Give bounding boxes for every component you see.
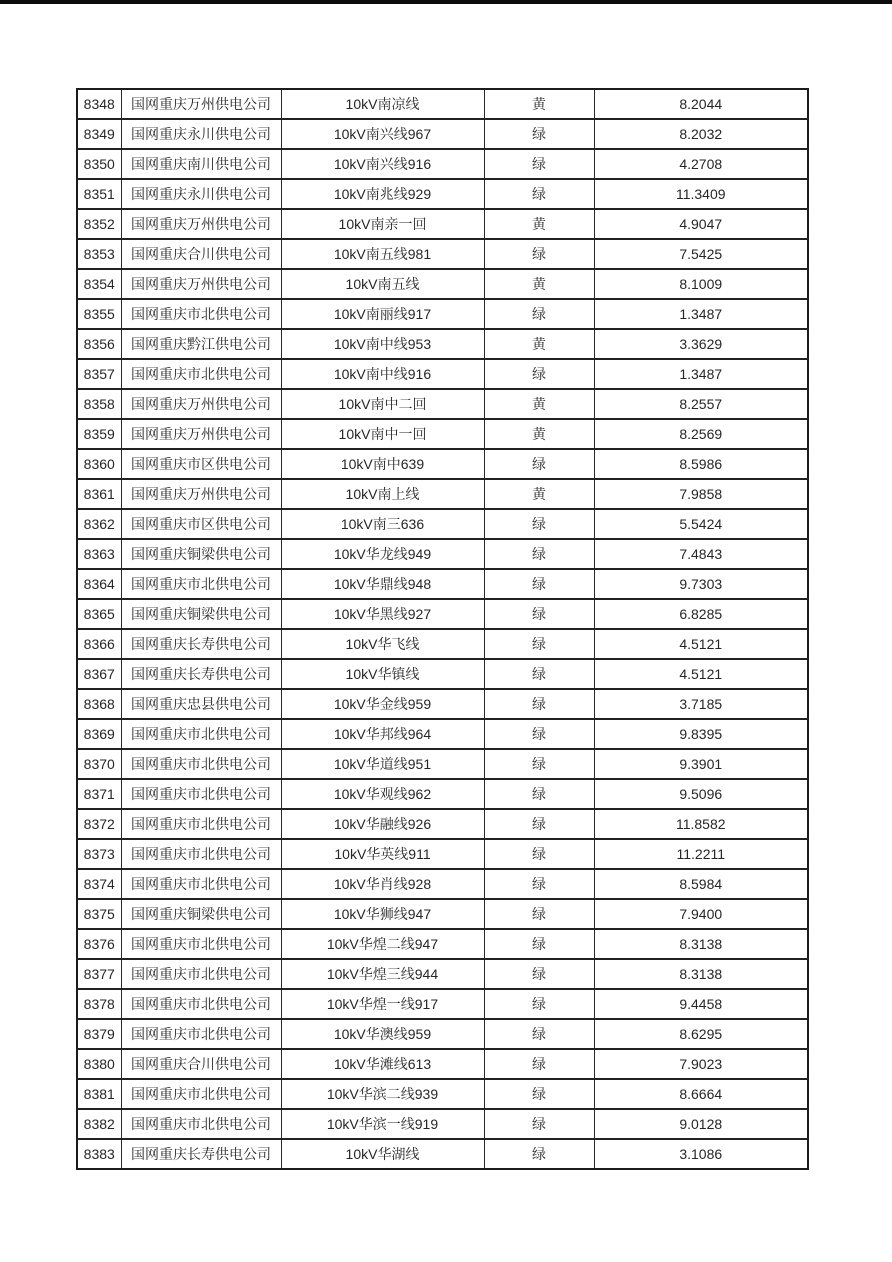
- serial-cell: 8361: [77, 479, 121, 509]
- line-cell: 10kV南兴线916: [281, 149, 484, 179]
- line-cell: 10kV南兆线929: [281, 179, 484, 209]
- line-cell: 10kV华融线926: [281, 809, 484, 839]
- table-row: [77, 569, 808, 599]
- company-cell: 国网重庆长寿供电公司: [121, 659, 281, 689]
- serial-cell: 8349: [77, 119, 121, 149]
- value-cell: 7.5425: [594, 239, 808, 269]
- serial-cell: 8373: [77, 839, 121, 869]
- status-cell: 绿: [484, 659, 594, 689]
- table-row: [77, 959, 808, 989]
- value-cell: 8.2557: [594, 389, 808, 419]
- serial-cell: 8351: [77, 179, 121, 209]
- serial-cell: 8348: [77, 89, 121, 119]
- status-cell: 绿: [484, 1109, 594, 1139]
- company-cell: 国网重庆铜梁供电公司: [121, 599, 281, 629]
- company-cell: 国网重庆合川供电公司: [121, 239, 281, 269]
- table-row: [77, 809, 808, 839]
- value-cell: 8.3138: [594, 959, 808, 989]
- line-cell: 10kV南中线953: [281, 329, 484, 359]
- status-cell: 绿: [484, 299, 594, 329]
- serial-cell: 8371: [77, 779, 121, 809]
- value-cell: 11.3409: [594, 179, 808, 209]
- table-row: [77, 449, 808, 479]
- status-cell: 绿: [484, 1049, 594, 1079]
- value-cell: 3.1086: [594, 1139, 808, 1169]
- line-cell: 10kV华龙线949: [281, 539, 484, 569]
- line-cell: 10kV南凉线: [281, 89, 484, 119]
- line-cell: 10kV华狮线947: [281, 899, 484, 929]
- status-cell: 绿: [484, 779, 594, 809]
- value-cell: 8.1009: [594, 269, 808, 299]
- company-cell: 国网重庆市北供电公司: [121, 809, 281, 839]
- value-cell: 8.5986: [594, 449, 808, 479]
- company-cell: 国网重庆市北供电公司: [121, 839, 281, 869]
- company-cell: 国网重庆铜梁供电公司: [121, 539, 281, 569]
- status-cell: 黄: [484, 419, 594, 449]
- table-row: [77, 599, 808, 629]
- status-cell: 绿: [484, 989, 594, 1019]
- status-cell: 绿: [484, 899, 594, 929]
- value-cell: 3.7185: [594, 689, 808, 719]
- table-row: [77, 869, 808, 899]
- status-cell: 绿: [484, 359, 594, 389]
- line-cell: 10kV南五线981: [281, 239, 484, 269]
- company-cell: 国网重庆万州供电公司: [121, 89, 281, 119]
- serial-cell: 8377: [77, 959, 121, 989]
- table-row: [77, 749, 808, 779]
- value-cell: 7.9023: [594, 1049, 808, 1079]
- company-cell: 国网重庆市区供电公司: [121, 449, 281, 479]
- table-row: [77, 899, 808, 929]
- table-row: [77, 839, 808, 869]
- status-cell: 绿: [484, 179, 594, 209]
- table-row: [77, 719, 808, 749]
- company-cell: 国网重庆永川供电公司: [121, 119, 281, 149]
- serial-cell: 8380: [77, 1049, 121, 1079]
- table-row: [77, 359, 808, 389]
- status-cell: 绿: [484, 119, 594, 149]
- status-cell: 绿: [484, 539, 594, 569]
- line-cell: 10kV南兴线967: [281, 119, 484, 149]
- serial-cell: 8364: [77, 569, 121, 599]
- value-cell: 7.9400: [594, 899, 808, 929]
- serial-cell: 8358: [77, 389, 121, 419]
- status-cell: 绿: [484, 749, 594, 779]
- value-cell: 8.2044: [594, 89, 808, 119]
- table-row: [77, 689, 808, 719]
- line-cell: 10kV南三636: [281, 509, 484, 539]
- table-row: [77, 1079, 808, 1109]
- value-cell: 8.6664: [594, 1079, 808, 1109]
- company-cell: 国网重庆永川供电公司: [121, 179, 281, 209]
- line-cell: 10kV南中线916: [281, 359, 484, 389]
- line-cell: 10kV华黑线927: [281, 599, 484, 629]
- line-cell: 10kV华道线951: [281, 749, 484, 779]
- company-cell: 国网重庆市北供电公司: [121, 749, 281, 779]
- line-cell: 10kV华滨一线919: [281, 1109, 484, 1139]
- top-border-bar: [0, 0, 892, 4]
- serial-cell: 8367: [77, 659, 121, 689]
- table-row: [77, 989, 808, 1019]
- line-cell: 10kV华滨二线939: [281, 1079, 484, 1109]
- status-cell: 绿: [484, 509, 594, 539]
- value-cell: 1.3487: [594, 299, 808, 329]
- serial-cell: 8359: [77, 419, 121, 449]
- table-container: [76, 88, 809, 1170]
- serial-cell: 8372: [77, 809, 121, 839]
- status-cell: 绿: [484, 449, 594, 479]
- serial-cell: 8370: [77, 749, 121, 779]
- value-cell: 11.8582: [594, 809, 808, 839]
- serial-cell: 8355: [77, 299, 121, 329]
- status-cell: 黄: [484, 269, 594, 299]
- company-cell: 国网重庆市北供电公司: [121, 869, 281, 899]
- company-cell: 国网重庆万州供电公司: [121, 269, 281, 299]
- status-cell: 黄: [484, 479, 594, 509]
- table-row: [77, 419, 808, 449]
- status-cell: 黄: [484, 209, 594, 239]
- company-cell: 国网重庆忠县供电公司: [121, 689, 281, 719]
- table-row: [77, 209, 808, 239]
- table-row: [77, 329, 808, 359]
- serial-cell: 8365: [77, 599, 121, 629]
- serial-cell: 8383: [77, 1139, 121, 1169]
- company-cell: 国网重庆市北供电公司: [121, 719, 281, 749]
- status-cell: 绿: [484, 149, 594, 179]
- serial-cell: 8382: [77, 1109, 121, 1139]
- line-cell: 10kV华观线962: [281, 779, 484, 809]
- table-body: [77, 89, 808, 1169]
- serial-cell: 8363: [77, 539, 121, 569]
- table-row: [77, 89, 808, 119]
- table-row: [77, 239, 808, 269]
- table-row: [77, 1109, 808, 1139]
- table-row: [77, 269, 808, 299]
- value-cell: 9.0128: [594, 1109, 808, 1139]
- line-cell: 10kV华煌三线944: [281, 959, 484, 989]
- value-cell: 4.9047: [594, 209, 808, 239]
- company-cell: 国网重庆长寿供电公司: [121, 629, 281, 659]
- company-cell: 国网重庆铜梁供电公司: [121, 899, 281, 929]
- line-cell: 10kV华煌一线917: [281, 989, 484, 1019]
- serial-cell: 8368: [77, 689, 121, 719]
- status-cell: 绿: [484, 1139, 594, 1169]
- company-cell: 国网重庆市北供电公司: [121, 569, 281, 599]
- company-cell: 国网重庆市北供电公司: [121, 929, 281, 959]
- company-cell: 国网重庆万州供电公司: [121, 389, 281, 419]
- status-cell: 绿: [484, 929, 594, 959]
- serial-cell: 8362: [77, 509, 121, 539]
- line-cell: 10kV华飞线: [281, 629, 484, 659]
- status-cell: 绿: [484, 1079, 594, 1109]
- serial-cell: 8374: [77, 869, 121, 899]
- status-cell: 绿: [484, 569, 594, 599]
- table-row: [77, 629, 808, 659]
- line-cell: 10kV华英线911: [281, 839, 484, 869]
- company-cell: 国网重庆万州供电公司: [121, 419, 281, 449]
- company-cell: 国网重庆市北供电公司: [121, 779, 281, 809]
- table-row: [77, 299, 808, 329]
- value-cell: 5.5424: [594, 509, 808, 539]
- status-cell: 黄: [484, 329, 594, 359]
- value-cell: 9.7303: [594, 569, 808, 599]
- serial-cell: 8375: [77, 899, 121, 929]
- line-cell: 10kV华金线959: [281, 689, 484, 719]
- serial-cell: 8352: [77, 209, 121, 239]
- table-row: [77, 149, 808, 179]
- serial-cell: 8366: [77, 629, 121, 659]
- value-cell: 8.2032: [594, 119, 808, 149]
- value-cell: 8.3138: [594, 929, 808, 959]
- status-cell: 绿: [484, 869, 594, 899]
- value-cell: 7.4843: [594, 539, 808, 569]
- status-cell: 绿: [484, 239, 594, 269]
- company-cell: 国网重庆市北供电公司: [121, 299, 281, 329]
- value-cell: 4.5121: [594, 659, 808, 689]
- company-cell: 国网重庆市北供电公司: [121, 359, 281, 389]
- table-row: [77, 1139, 808, 1169]
- status-cell: 绿: [484, 719, 594, 749]
- value-cell: 8.6295: [594, 1019, 808, 1049]
- serial-cell: 8350: [77, 149, 121, 179]
- value-cell: 3.3629: [594, 329, 808, 359]
- value-cell: 6.8285: [594, 599, 808, 629]
- serial-cell: 8381: [77, 1079, 121, 1109]
- status-cell: 绿: [484, 959, 594, 989]
- status-cell: 绿: [484, 629, 594, 659]
- line-cell: 10kV华肖线928: [281, 869, 484, 899]
- value-cell: 9.4458: [594, 989, 808, 1019]
- line-cell: 10kV华澳线959: [281, 1019, 484, 1049]
- table-row: [77, 779, 808, 809]
- serial-cell: 8378: [77, 989, 121, 1019]
- table-row: [77, 1049, 808, 1079]
- status-cell: 绿: [484, 839, 594, 869]
- line-cell: 10kV华鼎线948: [281, 569, 484, 599]
- company-cell: 国网重庆南川供电公司: [121, 149, 281, 179]
- value-cell: 8.2569: [594, 419, 808, 449]
- table-row: [77, 929, 808, 959]
- serial-cell: 8360: [77, 449, 121, 479]
- line-cell: 10kV华邦线964: [281, 719, 484, 749]
- table-row: [77, 659, 808, 689]
- status-cell: 黄: [484, 89, 594, 119]
- value-cell: 1.3487: [594, 359, 808, 389]
- line-cell: 10kV南中639: [281, 449, 484, 479]
- status-cell: 黄: [484, 389, 594, 419]
- status-cell: 绿: [484, 1019, 594, 1049]
- company-cell: 国网重庆万州供电公司: [121, 209, 281, 239]
- company-cell: 国网重庆市区供电公司: [121, 509, 281, 539]
- power-line-table: [76, 88, 809, 1170]
- status-cell: 绿: [484, 809, 594, 839]
- table-row: [77, 1019, 808, 1049]
- line-cell: 10kV南中一回: [281, 419, 484, 449]
- value-cell: 7.9858: [594, 479, 808, 509]
- value-cell: 11.2211: [594, 839, 808, 869]
- line-cell: 10kV南五线: [281, 269, 484, 299]
- value-cell: 4.2708: [594, 149, 808, 179]
- table-row: [77, 389, 808, 419]
- value-cell: 9.8395: [594, 719, 808, 749]
- line-cell: 10kV南丽线917: [281, 299, 484, 329]
- serial-cell: 8369: [77, 719, 121, 749]
- table-row: [77, 509, 808, 539]
- value-cell: 4.5121: [594, 629, 808, 659]
- line-cell: 10kV南中二回: [281, 389, 484, 419]
- serial-cell: 8379: [77, 1019, 121, 1049]
- serial-cell: 8356: [77, 329, 121, 359]
- table-row: [77, 479, 808, 509]
- table-row: [77, 179, 808, 209]
- company-cell: 国网重庆市北供电公司: [121, 1019, 281, 1049]
- line-cell: 10kV华湖线: [281, 1139, 484, 1169]
- serial-cell: 8376: [77, 929, 121, 959]
- company-cell: 国网重庆市北供电公司: [121, 989, 281, 1019]
- company-cell: 国网重庆黔江供电公司: [121, 329, 281, 359]
- line-cell: 10kV华镇线: [281, 659, 484, 689]
- value-cell: 9.3901: [594, 749, 808, 779]
- value-cell: 9.5096: [594, 779, 808, 809]
- table-row: [77, 539, 808, 569]
- value-cell: 8.5984: [594, 869, 808, 899]
- line-cell: 10kV华滩线613: [281, 1049, 484, 1079]
- company-cell: 国网重庆合川供电公司: [121, 1049, 281, 1079]
- company-cell: 国网重庆市北供电公司: [121, 959, 281, 989]
- serial-cell: 8353: [77, 239, 121, 269]
- status-cell: 绿: [484, 689, 594, 719]
- line-cell: 10kV南上线: [281, 479, 484, 509]
- line-cell: 10kV南亲一回: [281, 209, 484, 239]
- company-cell: 国网重庆长寿供电公司: [121, 1139, 281, 1169]
- serial-cell: 8354: [77, 269, 121, 299]
- table-row: [77, 119, 808, 149]
- company-cell: 国网重庆市北供电公司: [121, 1109, 281, 1139]
- status-cell: 绿: [484, 599, 594, 629]
- line-cell: 10kV华煌二线947: [281, 929, 484, 959]
- company-cell: 国网重庆市北供电公司: [121, 1079, 281, 1109]
- company-cell: 国网重庆万州供电公司: [121, 479, 281, 509]
- serial-cell: 8357: [77, 359, 121, 389]
